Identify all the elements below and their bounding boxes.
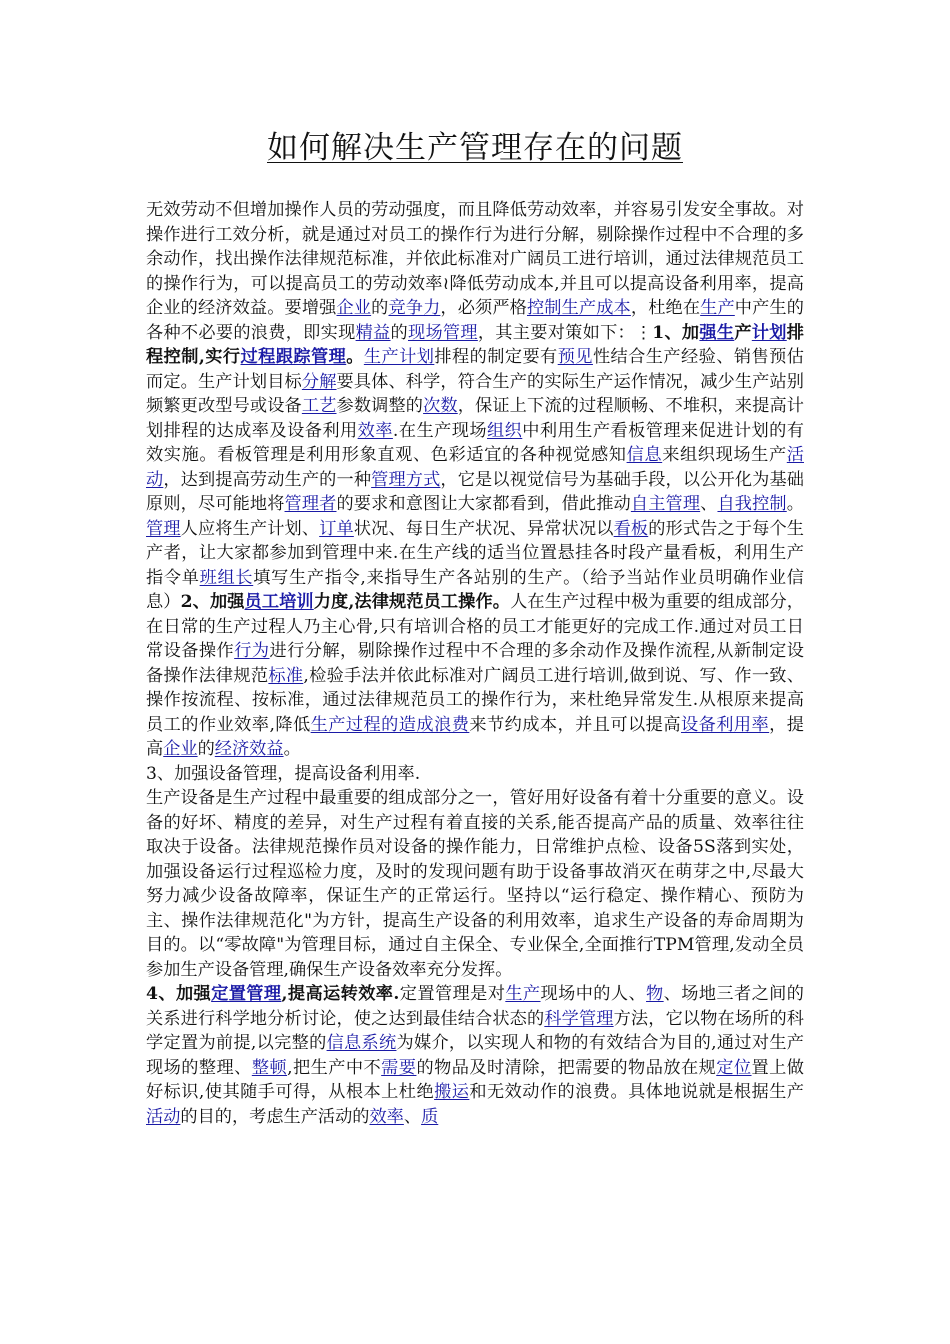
text-run: 状况、每日生产状况、异常状况以 [353, 518, 614, 539]
text-run: 现场中的人、 [540, 984, 647, 1004]
text-link[interactable]: 标准 [268, 665, 304, 686]
text-link[interactable]: 预见 [557, 347, 593, 367]
text-link[interactable]: 自主管理 [630, 494, 701, 514]
text-run: 生产设备是生产过程中最重要的组成部分之一，管好用好设备有着十分重要的意义。设备的好坏、精度的差异，对生产过程有着直接的关系,能否提高产品的质量、效率往往取决于设备。法律规范操作员对设备的操作能力，日常维护点检、设备5S落到实处，加强设备运行过程巡检力度，及时的发现问题有助于设备事故消灭在萌芽之中,尽最大努力减少设备故障率，保证生产的正常运行。坚持以“运行稳定、操作精心、预防为主、操作法律规范化"为方针，提高生产设备的利用效率，追求生产设备的寿命周期为目的。以“零故障"为管理目标，通过自主保全、专业保全,全面推行TPM管理,发动全员参加生产设备管理,确保生产设备效率充分发挥。 [146, 788, 804, 980]
text-run: 的目的，考虑生产活动的 [180, 1106, 370, 1127]
text-run: 4、加强 [146, 984, 212, 1004]
text-run: ，它是以视觉信号为基础手段，以公开化为基础原则，尽可能地将 [146, 469, 804, 514]
text-link[interactable]: 管理 [146, 518, 181, 539]
text-run: 进行分解，剔除操作过程中不合理的多余动作及操作流程,从新制定设备操作法律规范 [146, 641, 804, 686]
text-link[interactable]: 工艺 [301, 396, 337, 416]
text-run: 的 [197, 739, 215, 759]
text-run: ，保证上下流的过程顺畅、不堆积，来提高计划排程的达成率及设备利用 [146, 396, 804, 441]
text-link[interactable]: 设备利用率 [680, 714, 770, 735]
text-run: 中产生的各种不必要的浪费，即实现 [146, 298, 804, 343]
text-link[interactable]: 次数 [423, 396, 458, 416]
document-title: 如何解决生产管理存在的问题 [267, 130, 683, 166]
text-run: ，达到提高劳动生产的一种 [163, 469, 372, 490]
text-run: ,检验手法并依此标准对广阔员工进行培训,做到说、写、作一致、操作按流程、按标准，通过法律规范员工的操作行为，来杜绝异常发生.从根原来提高员工的作业效率,降低 [146, 665, 804, 735]
text-link[interactable]: 看板 [613, 518, 649, 539]
text-run: ，必须严格 [440, 298, 527, 318]
text-link[interactable]: 物 [646, 984, 664, 1004]
text-link[interactable]: 竞争力 [388, 298, 441, 318]
text-run: 。 [786, 494, 804, 514]
text-link[interactable]: 效率 [357, 420, 393, 441]
text-link[interactable]: 订单 [319, 518, 354, 539]
text-run: 的 [371, 298, 389, 318]
text-link[interactable]: 效率 [369, 1106, 404, 1127]
text-run: 力度,法律规范员工操作。 [313, 592, 511, 612]
paragraph-3 [146, 786, 804, 982]
paragraph-4 [146, 982, 804, 1129]
text-run: 排程控制,实行 [146, 322, 804, 367]
text-link[interactable]: 整顿 [251, 1057, 288, 1078]
paragraph-2 [146, 762, 804, 787]
text-link[interactable]: 定置管理 [211, 984, 282, 1004]
text-link[interactable]: 活动 [146, 445, 804, 490]
text-link[interactable]: 生产过程的造成浪费 [310, 714, 470, 735]
text-link[interactable]: 企业 [163, 739, 198, 759]
text-link[interactable]: 管理者 [284, 494, 337, 514]
text-run: 的 [390, 322, 408, 343]
text-run: 性结合生产经验、销售预估而定。生产计划目标 [146, 347, 804, 392]
text-link[interactable]: 生产 [505, 984, 541, 1004]
text-run: 的要求和意图让大家都看到，借此推动 [336, 494, 631, 514]
text-run: 的物品及时清除，把需要的物品放在规 [416, 1057, 717, 1078]
document-body [146, 198, 804, 1129]
text-run: 。 [346, 347, 364, 367]
text-link[interactable]: 质 [421, 1106, 439, 1127]
text-run: ,提高运转效率. [281, 984, 400, 1004]
text-run: 、 [403, 1106, 422, 1127]
text-link[interactable]: 活动 [146, 1106, 181, 1127]
text-run: 的形式告之于每个生产者，让大家都参加到管理中来.在生产线的适当位置悬挂各时段产量看板，利用生产指令单 [146, 518, 804, 588]
text-run: 填写生产指令,来指导生产各站别的生产。（给予当站作业员明确作业信息） [146, 567, 804, 612]
text-run: 、 [700, 494, 718, 514]
text-run: 置上做好标识,使其随手可得，从根本上杜绝 [146, 1057, 804, 1102]
text-link[interactable]: 组织 [487, 420, 523, 441]
text-link[interactable]: 搬运 [434, 1082, 470, 1102]
text-link[interactable]: 现场管理 [407, 322, 478, 343]
text-run: 要具体、科学，符合生产的实际生产运作情况，减少生产站别频繁更改型号或设备 [146, 371, 804, 416]
text-run: 产 [734, 322, 752, 343]
text-link[interactable]: 企业 [336, 298, 372, 318]
text-link[interactable]: 班组长 [199, 567, 254, 588]
text-run: 来节约成本，并且可以提高 [469, 714, 681, 735]
text-run: 人在生产过程中极为重要的组成部分，在日常的生产过程人乃主心骨,只有培训合格的员工才能更好的完成工作.通过对员工日常设备操作 [146, 592, 804, 661]
text-run: 1、加 [652, 322, 700, 343]
text-run: 中利用生产看板管理来促进计划的有效实施。看板管理是利用形象直观、色彩适宜的各种视觉感知 [146, 420, 804, 465]
text-link[interactable]: 生产计划 [363, 347, 435, 367]
text-link[interactable]: 行为 [234, 641, 270, 661]
text-run: 无效劳动不但增加操作人员的劳动强度，而且降低劳动效率，并容易引发安全事故。对操作进行工效分析，就是通过对员工的操作行为进行分解，剔除操作过程中不合理的多余动作，找出操作法律规范标准，并依此标准对广阔员工进行培训，通过法律规范员工的操作行为，可以提高员工的劳动效率≀降低劳动成本,并且可以提高设备利用率，提高企业的经济效益。要增强 [146, 200, 804, 318]
text-link[interactable]: 控制生产成本 [526, 298, 631, 318]
text-run: 和无效动作的浪费。具体地说就是根据生产 [469, 1082, 804, 1102]
text-link[interactable]: 分解 [301, 371, 337, 392]
text-run: 3、加强设备管理，提高设备利用率. [146, 763, 421, 784]
text-link[interactable]: 精益 [355, 322, 391, 343]
text-link[interactable]: 计划 [751, 322, 787, 343]
text-run: 方法，它以物在场所的科学定置为前提,以完整的 [146, 1008, 804, 1053]
text-link[interactable]: 自我控制 [717, 494, 787, 514]
text-run: 、场地三者之间的关系进行科学地分析讨论，使之达到最佳结合状态的 [146, 984, 804, 1029]
text-run: ，杜绝在 [630, 298, 701, 318]
text-run: ，提高 [146, 714, 804, 759]
text-run: 2、加强 [180, 592, 245, 612]
text-link[interactable]: 员工培训 [244, 592, 314, 612]
text-run: 。 [283, 739, 301, 759]
text-link[interactable]: 科学管理 [544, 1008, 614, 1029]
text-link[interactable]: 需要 [381, 1057, 417, 1078]
text-link[interactable]: 管理方式 [371, 469, 441, 490]
text-link[interactable]: 强生 [699, 322, 735, 343]
text-run: ,把生产中不 [287, 1057, 382, 1078]
text-run: ，其主要对策如下：⋮ [477, 322, 653, 343]
text-run: .在生产现场 [392, 420, 487, 441]
text-link[interactable]: 信息 [626, 445, 663, 465]
text-run: 人应将生产计划、 [180, 518, 320, 539]
text-run: 来组织现场生产 [662, 445, 787, 465]
text-run: 定置管理是对 [399, 984, 506, 1004]
text-link[interactable]: 信息系统 [326, 1033, 397, 1053]
text-run: 排程的制定要有 [434, 347, 558, 367]
text-link[interactable]: 过程跟踪管理 [240, 347, 347, 367]
text-run: 为媒介，以实现人和物的有效结合为目的,通过对生产现场的整理、 [146, 1033, 804, 1078]
text-link[interactable]: 经济效益 [214, 739, 284, 759]
paragraph-1 [146, 198, 804, 762]
text-link[interactable]: 生产 [700, 298, 735, 318]
text-link[interactable]: 定位 [716, 1057, 752, 1078]
text-run: 参数调整的 [336, 396, 424, 416]
